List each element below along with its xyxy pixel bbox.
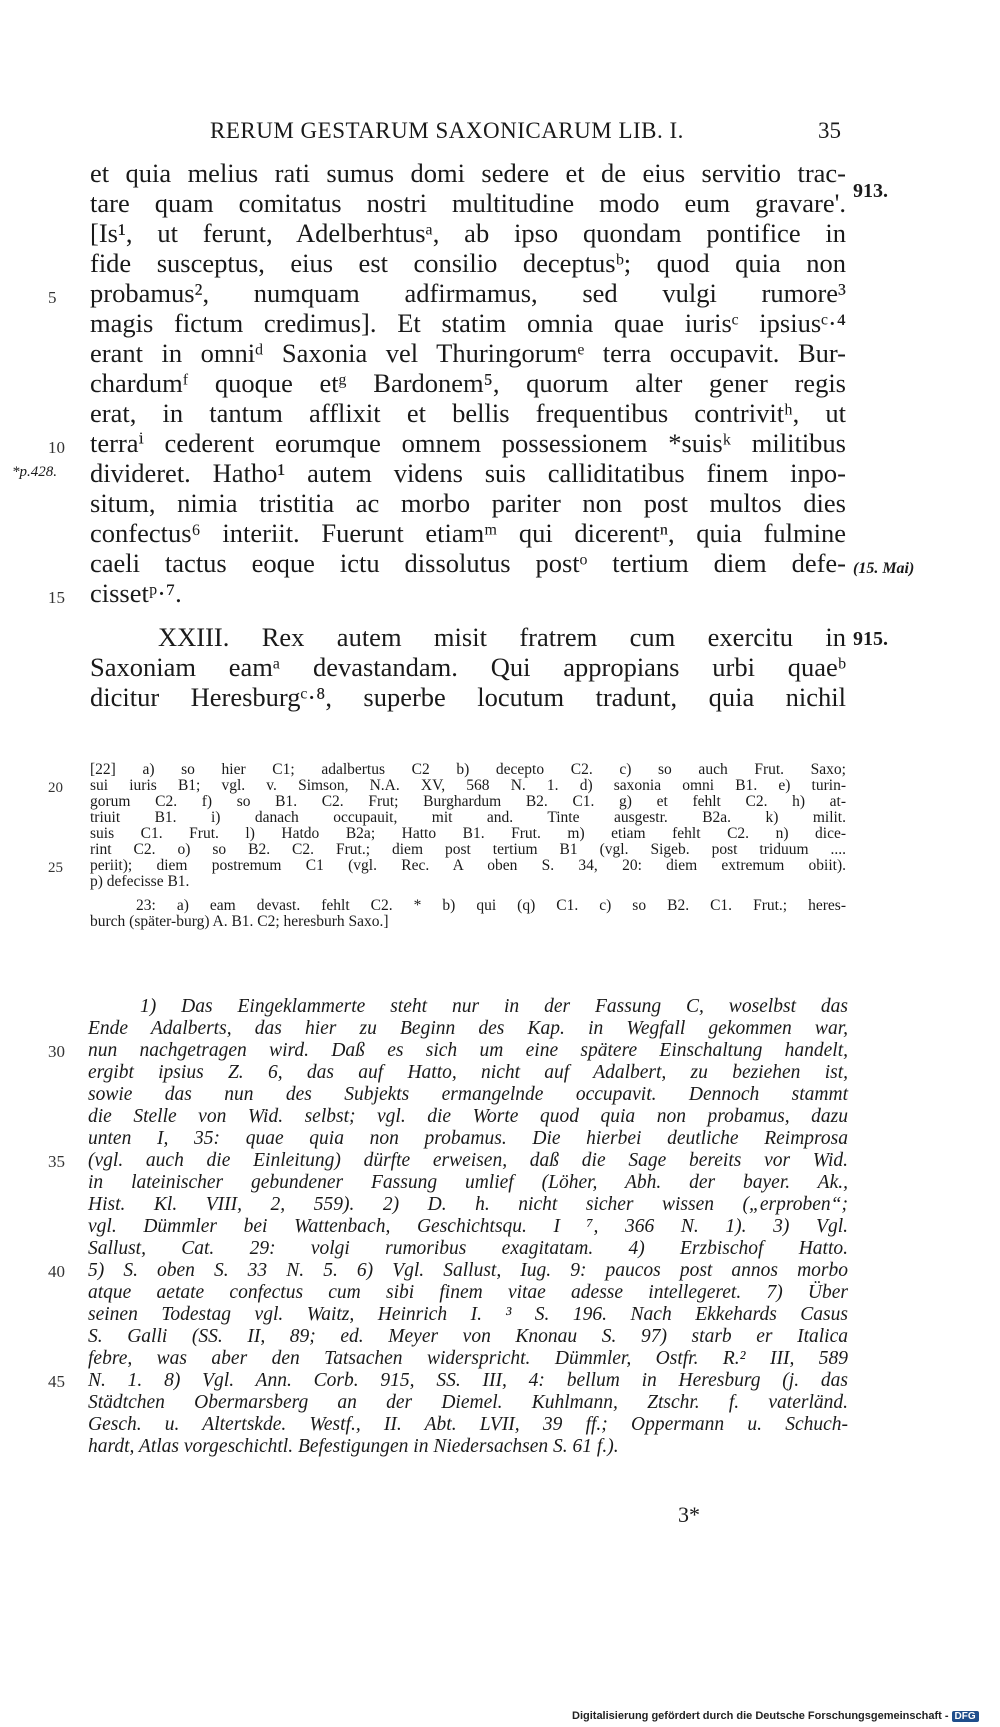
footnote-line: die Stelle von Wid. selbst; vgl. die Worte quod quia non probamus, dazu bbox=[88, 1106, 848, 1127]
apparatus-line: 23: a) eam devast. fehlt C2. * b) qui (q) C1. c) so B2. C1. Frut.; heres- bbox=[136, 897, 846, 914]
apparatus-line: periit); diem postremum C1 (vgl. Rec. A oben S. 34, 20: diem extremum obiit). bbox=[90, 857, 846, 874]
footnote-line: Sallust, Cat. 29: volgi rumoribus exagitatam. 4) Erzbischof Hatto. bbox=[88, 1238, 848, 1259]
page-number: 35 bbox=[818, 118, 841, 143]
footnote-line: S. Galli (SS. II, 89; ed. Meyer von Knonau S. 97) starb er Italica bbox=[88, 1326, 848, 1347]
chapter-heading-line: XXIII. Rex autem misit fratrem cum exercitu in bbox=[158, 622, 846, 652]
text-line: probamus², numquam adfirmamus, sed vulgi rumore³ bbox=[90, 278, 846, 308]
line-number: 25 bbox=[48, 860, 63, 876]
text-line: erat, in tantum afflixit et bellis frequentibus contrivitʰ, ut bbox=[90, 398, 846, 428]
text-line: cissetᵖ·⁷. bbox=[90, 578, 182, 608]
text-line: terraⁱ cederent eorumque omnem possessionem *suisᵏ militibus bbox=[90, 428, 846, 458]
apparatus-line: burch (später-burg) A. B1. C2; heresburh Saxo.] bbox=[90, 913, 389, 930]
text-line: erant in omniᵈ Saxonia vel Thuringorumᵉ terra occupavit. Bur- bbox=[90, 338, 846, 368]
text-line: chardumᶠ quoque etᵍ Bardonem⁵, quorum alter gener regis bbox=[90, 368, 846, 398]
apparatus-line: p) defecisse B1. bbox=[90, 873, 190, 890]
footnote-line: nun nachgetragen wird. Daß es sich um eine spätere Einschaltung handelt, bbox=[88, 1040, 848, 1061]
text-line: tare quam comitatus nostri multitudine modo eum gravare'. bbox=[90, 188, 846, 218]
text-line: situm, nimia tristitia ac morbo pariter non post multos dies bbox=[90, 488, 846, 518]
apparatus-line: sui iuris B1; vgl. v. Simson, N.A. XV, 568 N. 1. d) saxonia omni B1. e) turin- bbox=[90, 777, 846, 794]
text-line: [Is¹, ut ferunt, Adelberhtusᵃ, ab ipso quondam pontifice in bbox=[90, 218, 846, 248]
footnote-line: sowie das nun des Subjekts ermangelnde occupavit. Dennoch stammt bbox=[88, 1084, 848, 1105]
footnote-line: vgl. Dümmler bei Wattenbach, Geschichtsqu. I ⁷, 366 N. 1). 3) Vgl. bbox=[88, 1216, 848, 1237]
text-line: Saxoniam eamᵃ devastandam. Qui appropians urbi quaeᵇ bbox=[90, 652, 846, 682]
signature-mark: 3* bbox=[678, 1502, 700, 1527]
line-number: 45 bbox=[48, 1372, 65, 1391]
margin-year: 913. bbox=[853, 180, 888, 202]
footnote-line: 1) Das Eingeklammerte steht nur in der Fassung C, woselbst das bbox=[140, 996, 848, 1017]
footnote-line: hardt, Atlas vorgeschichtl. Befestigungen in Niedersachsen S. 61 f.). bbox=[88, 1436, 619, 1457]
footnote-line: Städtchen Obermarsberg an der Diemel. Kuhlmann, Ztschr. f. vaterländ. bbox=[88, 1392, 848, 1413]
apparatus-line: rint C2. o) so B2. C2. Frut.; diem post tertium B1 (vgl. Sigeb. post triduum .... bbox=[90, 841, 846, 858]
line-number: 35 bbox=[48, 1152, 65, 1171]
text-line: et quia melius rati sumus domi sedere et de eius servitio trac- bbox=[90, 158, 846, 188]
text-line: fide susceptus, eius est consilio deceptusᵇ; quod quia non bbox=[90, 248, 846, 278]
footnote-line: Ende Adalberts, das hier zu Beginn des Kap. in Wegfall gekommen war, bbox=[88, 1018, 848, 1039]
apparatus-line: [22] a) so hier C1; adalbertus C2 b) decepto C2. c) so auch Frut. Saxo; bbox=[90, 761, 846, 778]
line-number: 30 bbox=[48, 1042, 65, 1061]
apparatus-line: triuit B1. i) danach occupauit, mit and. Tinte ausgestr. B2a. k) milit. bbox=[90, 809, 846, 826]
footnote-line: N. 1. 8) Vgl. Ann. Corb. 915, SS. III, 4: bellum in Heresburg (j. das bbox=[88, 1370, 848, 1391]
apparatus-line: gorum C2. f) so B1. C2. Frut; Burghardum B2. C1. g) et fehlt C2. h) at- bbox=[90, 793, 846, 810]
digitization-credit bbox=[572, 1710, 979, 1722]
footnote-line: unten I, 35: quae quia non probamus. Die hierbei deutliche Reimprosa bbox=[88, 1128, 848, 1149]
text-line: divideret. Hatho¹ autem videns suis calliditatibus finem inpo- bbox=[90, 458, 846, 488]
footnote-line: Hist. Kl. VIII, 2, 559). 2) D. h. nicht sicher wissen („erproben“; bbox=[88, 1194, 848, 1215]
text-line: magis fictum credimus]. Et statim omnia quae iurisᶜ ipsiusᶜ·⁴ bbox=[90, 308, 846, 338]
footnote-line: 5) S. oben S. 33 N. 5. 6) Vgl. Sallust, Iug. 9: paucos post annos morbo bbox=[88, 1260, 848, 1281]
line-number: 20 bbox=[48, 780, 63, 796]
margin-page-ref: *p.428. bbox=[12, 464, 57, 480]
margin-year: 915. bbox=[853, 628, 888, 650]
footnote-line: ergibt ipsius Z. 6, das auf Hatto, nicht auf Adalbert, zu beziehen ist, bbox=[88, 1062, 848, 1083]
apparatus-line: suis C1. Frut. l) Hatdo B2a; Hatto B1. Frut. m) etiam fehlt C2. n) dice- bbox=[90, 825, 846, 842]
dfg-logo-icon: DFG bbox=[952, 1711, 979, 1722]
line-number: 15 bbox=[48, 588, 65, 607]
line-number: 40 bbox=[48, 1262, 65, 1281]
text-line: dicitur Heresburgᶜ·⁸, superbe locutum tradunt, quia nichil bbox=[90, 682, 846, 712]
footnote-line: in lateinischer gebundener Fassung umlief (Löher, Abh. der bayer. Ak., bbox=[88, 1172, 848, 1193]
footnote-line: seinen Todestag vgl. Waitz, Heinrich I. ³ S. 196. Nach Ekkehards Casus bbox=[88, 1304, 848, 1325]
text-line: caeli tactus eoque ictu dissolutus postᵒ tertium diem defe- bbox=[90, 548, 846, 578]
line-number: 5 bbox=[48, 288, 57, 307]
line-number: 10 bbox=[48, 438, 65, 457]
margin-date: (15. Mai) bbox=[853, 560, 915, 577]
text-line: confectus⁶ interiit. Fuerunt etiamᵐ qui dicerentⁿ, quia fulmine bbox=[90, 518, 846, 548]
footnote-line: febre, was aber den Tatsachen widerspricht. Dümmler, Ostfr. R.² III, 589 bbox=[88, 1348, 848, 1369]
footnote-line: atque aetate confectus cum sibi finem vitae adesse intellegeret. 7) Über bbox=[88, 1282, 848, 1303]
credit-text: Digitalisierung gefördert durch die Deutsche Forschungsgemeinschaft - bbox=[572, 1710, 949, 1722]
running-header: RERUM GESTARUM SAXONICARUM LIB. I. bbox=[210, 118, 684, 143]
footnote-line: (vgl. auch die Einleitung) dürfte erweisen, daß die Sage bereits vor Wid. bbox=[88, 1150, 848, 1171]
footnote-line: Gesch. u. Altertskde. Westf., II. Abt. LVII, 39 ff.; Oppermann u. Schuch- bbox=[88, 1414, 848, 1435]
